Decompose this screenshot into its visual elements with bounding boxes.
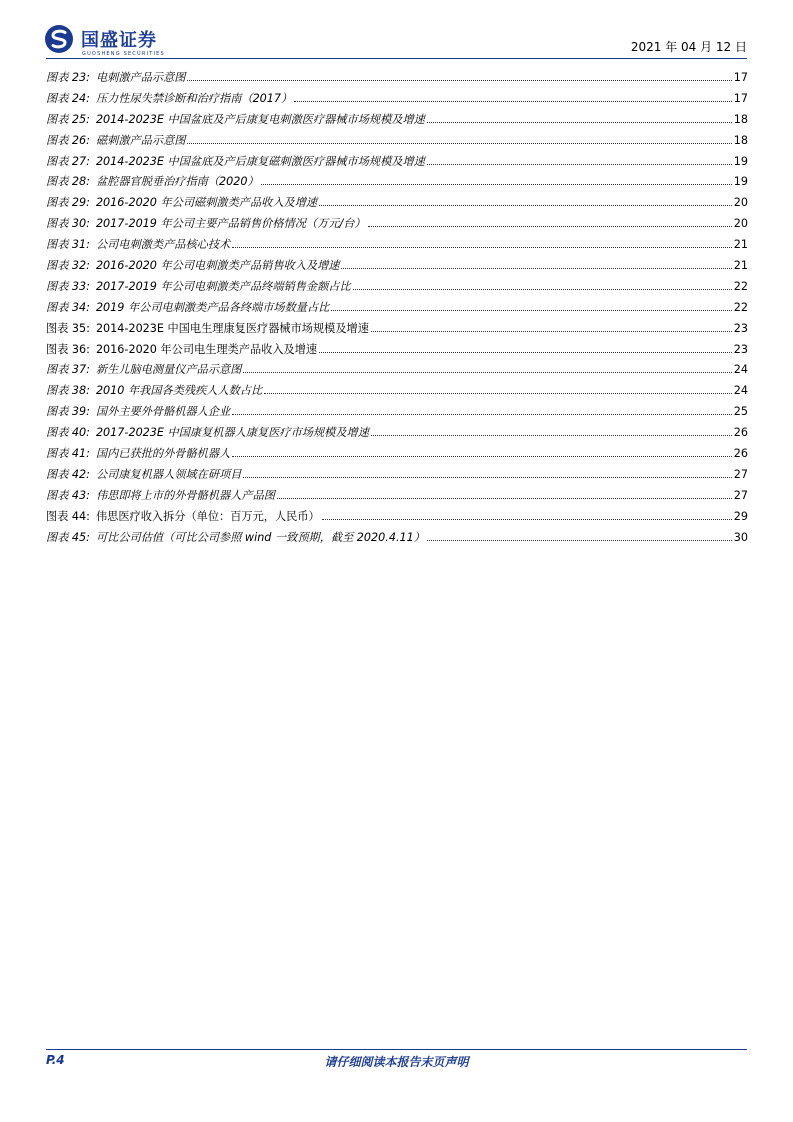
dot-leader [277,498,732,499]
toc-entry-page: 20 [733,217,748,231]
dot-leader [264,393,732,394]
toc-entry-label: 图表 42: [46,467,90,481]
toc-entry-page: 20 [733,196,748,210]
header-divider [46,58,747,59]
toc-entry-title: 压力性尿失禁诊断和治疗指南（2017） [95,91,293,105]
toc-entry[interactable] [46,90,748,111]
dot-leader [371,435,732,436]
toc-entry[interactable] [46,403,748,424]
dot-leader [371,331,732,332]
dot-leader [232,456,732,457]
toc-entry[interactable] [46,69,748,90]
toc-entry-page: 19 [733,154,748,168]
toc-entry[interactable] [46,153,748,174]
toc-entry[interactable] [46,215,748,236]
toc-entry[interactable] [46,424,748,445]
dot-leader [319,205,732,206]
toc-entry-title: 伟思即将上市的外骨骼机器人产品图 [95,488,275,502]
toc-entry[interactable] [46,299,748,320]
toc-entry-title: 2016-2020 年公司电刺激类产品销售收入及增速 [95,259,340,273]
toc-entry-page: 27 [733,467,748,481]
toc-entry[interactable] [46,320,748,341]
toc-entry-title: 电刺激产品示意图 [95,71,186,84]
toc-entry-label: 图表 40: [46,426,90,440]
toc-entry[interactable] [46,361,748,382]
toc-entry-title: 2017-2019 年公司主要产品销售价格情况（万元/台） [95,217,366,231]
dot-leader [427,122,732,123]
toc-entry-page: 22 [733,300,748,314]
toc-entry-page: 22 [733,279,748,293]
toc-entry[interactable] [46,194,748,215]
toc-entry-page: 17 [733,91,748,105]
dot-leader [187,143,731,144]
toc-entry-page: 30 [733,530,748,544]
toc-entry-title: 2016-2020 年公司电生理类产品收入及增速 [95,342,318,356]
toc-entry-label: 图表 43: [46,488,90,502]
toc-entry-label: 图表 23: [46,71,90,84]
toc-entry-label: 图表 32: [46,259,90,273]
toc-entry[interactable] [46,445,748,466]
toc-entry-title: 公司电刺激类产品核心技术 [95,238,231,252]
report-date: 2021 年 04 月 12 日 [630,40,747,54]
toc-entry-page: 24 [733,363,748,377]
toc-entry-page: 26 [733,447,748,461]
footer-divider [46,1049,747,1050]
toc-entry-label: 图表 39: [46,405,90,419]
toc-entry-label: 图表 44: [46,509,90,523]
toc-entry-title: 2014-2023E 中国盆底及产后康复电刺激医疗器械市场规模及增速 [95,112,425,126]
toc-entry[interactable] [46,466,748,487]
toc-entry-label: 图表 37: [46,363,90,377]
toc-entry-page: 26 [733,426,748,440]
toc-entry-page: 17 [733,71,748,84]
toc-entry[interactable] [46,132,748,153]
toc-entry-page: 21 [733,238,748,252]
toc-entry-title: 伟思医疗收入拆分（单位：百万元，人民币） [95,509,320,523]
figure-index-list [46,69,748,549]
toc-entry-page: 19 [733,175,748,189]
toc-entry-title: 2019 年公司电刺激类产品各终端市场数量占比 [95,300,330,314]
dot-leader [331,310,731,311]
toc-entry-title: 2010 年我国各类残疾人人数占比 [95,384,263,398]
toc-entry[interactable] [46,236,748,257]
toc-entry-page: 18 [733,112,748,126]
toc-entry-label: 图表 41: [46,447,90,461]
toc-entry[interactable] [46,487,748,508]
toc-entry-title: 可比公司估值（可比公司参照 wind 一致预期，截至 2020.4.11） [95,530,425,544]
toc-entry-title: 2016-2020 年公司磁刺激类产品收入及增速 [95,196,318,210]
toc-entry-title: 国外主要外骨骼机器人企业 [95,405,231,419]
disclaimer-notice: 请仔细阅读本报告末页声明 [324,1055,469,1069]
dot-leader [322,519,732,520]
dot-leader [353,289,732,290]
toc-entry-label: 图表 24: [46,91,90,105]
toc-entry-label: 图表 45: [46,530,90,544]
toc-entry[interactable] [46,173,748,194]
toc-entry-label: 图表 28: [46,175,90,189]
toc-entry-title: 磁刺激产品示意图 [95,133,186,147]
toc-entry-page: 29 [733,509,748,523]
dot-leader [232,247,732,248]
toc-entry-label: 图表 38: [46,384,90,398]
dot-leader [319,352,732,353]
dot-leader [294,101,732,102]
toc-entry-title: 盆腔器官脱垂治疗指南（2020） [95,175,259,189]
logo-mark-icon [44,24,74,54]
toc-entry[interactable] [46,111,748,132]
logo-subtext: GUOSHENG SECURITIES [82,51,165,57]
toc-entry-title: 2014-2023E 中国盆底及产后康复磁刺激医疗器械市场规模及增速 [95,154,425,168]
toc-entry-title: 公司康复机器人领域在研项目 [95,467,242,481]
toc-entry-page: 24 [733,384,748,398]
toc-entry-title: 新生儿脑电测量仪产品示意图 [95,363,242,377]
logo-text: 国盛证券 [81,30,157,51]
toc-entry-page: 23 [733,321,748,335]
toc-entry-label: 图表 30: [46,217,90,231]
toc-entry-page: 21 [733,259,748,273]
dot-leader [243,372,731,373]
toc-entry[interactable] [46,257,748,278]
toc-entry-page: 18 [733,133,748,147]
toc-entry[interactable] [46,508,748,529]
toc-entry-title: 2017-2019 年公司电刺激类产品终端销售金额占比 [95,279,351,293]
toc-entry-title: 国内已获批的外骨骼机器人 [95,447,231,461]
toc-entry-title: 2014-2023E 中国电生理康复医疗器械市场规模及增速 [95,321,369,335]
dot-leader [341,268,731,269]
dot-leader [187,80,731,81]
toc-entry-label: 图表 33: [46,279,90,293]
toc-entry-label: 图表 34: [46,300,90,314]
toc-entry-page: 25 [733,405,748,419]
company-logo [44,22,184,62]
toc-entry-label: 图表 31: [46,238,90,252]
toc-entry[interactable] [46,278,748,299]
toc-entry[interactable] [46,341,748,362]
dot-leader [427,540,732,541]
toc-entry-page: 27 [733,488,748,502]
page-number: P.4 [46,1053,65,1067]
toc-entry-page: 23 [733,342,748,356]
toc-entry-title: 2017-2023E 中国康复机器人康复医疗市场规模及增速 [95,426,369,440]
dot-leader [232,414,732,415]
toc-entry-label: 图表 29: [46,196,90,210]
toc-entry-label: 图表 26: [46,133,90,147]
toc-entry-label: 图表 27: [46,154,90,168]
dot-leader [427,164,732,165]
toc-entry-label: 图表 36: [46,342,90,356]
toc-entry[interactable] [46,529,748,550]
dot-leader [368,226,732,227]
dot-leader [243,477,731,478]
dot-leader [261,184,732,185]
toc-entry[interactable] [46,382,748,403]
toc-entry-label: 图表 25: [46,112,90,126]
toc-entry-label: 图表 35: [46,321,90,335]
